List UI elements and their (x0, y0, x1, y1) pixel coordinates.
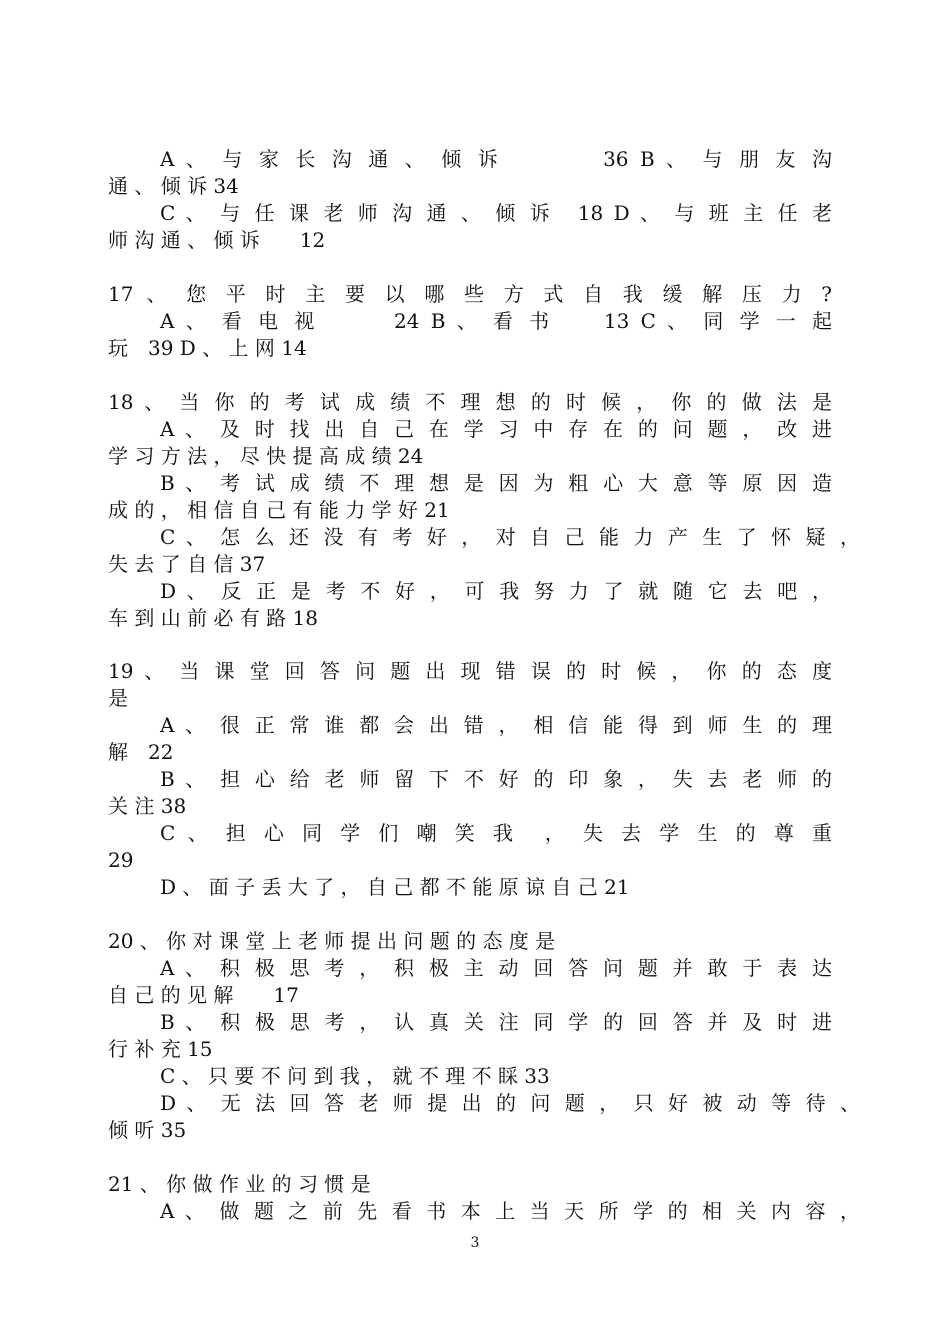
q20-option-a: A 、 积 极 思 考 ， 积 极 主 动 回 答 问 题 并 敢 于 表 达 (160, 956, 832, 980)
q19-option-c-cont: 29 (108, 848, 134, 872)
q17-options-cont: 玩 39 D 、 上 网 14 (108, 336, 307, 360)
page-number: 3 (470, 1235, 480, 1251)
q18-option-a-cont: 学 习 方 法 ， 尽 快 提 高 成 绩 24 (108, 444, 424, 468)
q18-option-d: D 、 反 正 是 考 不 好 ， 可 我 努 力 了 就 随 它 去 吧 ， (160, 579, 832, 603)
q18-option-a: A 、 及 时 找 出 自 己 在 学 习 中 存 在 的 问 题 ， 改 进 (160, 417, 832, 441)
q18-option-b-cont: 成 的 ， 相 信 自 己 有 能 力 学 好 21 (108, 498, 450, 522)
q18-option-c-cont: 失 去 了 自 信 37 (108, 552, 266, 576)
q18-option-d-cont: 车 到 山 前 必 有 路 18 (108, 606, 318, 630)
q19-option-c: C 、 担 心 同 学 们 嘲 笑 我 ， 失 去 学 生 的 尊 重 (160, 821, 832, 845)
q16-option-a-b-line: A 、 与 家 长 沟 通 、 倾 诉 36 B 、 与 朋 友 沟 (160, 147, 832, 171)
q18-option-c: C 、 怎 么 还 没 有 考 好 ， 对 自 己 能 力 产 生 了 怀 疑 ， (160, 525, 860, 549)
q18-option-b: B 、 考 试 成 绩 不 理 想 是 因 为 粗 心 大 意 等 原 因 造 (160, 471, 832, 495)
q21-option-a: A 、 做 题 之 前 先 看 书 本 上 当 天 所 学 的 相 关 内 容 ， (160, 1199, 860, 1223)
q19-option-a-cont: 解 22 (108, 740, 174, 764)
q17-title: 17 、 您 平 时 主 要 以 哪 些 方 式 自 我 缓 解 压 力 ? (108, 282, 832, 306)
q20-option-a-cont: 自 己 的 见 解 17 (108, 983, 299, 1007)
q16-option-d-cont: 师 沟 通 、 倾 诉 12 (108, 228, 326, 252)
q16-option-b-cont: 通 、 倾 诉 34 (108, 174, 239, 198)
q19-option-b: B 、 担 心 给 老 师 留 下 不 好 的 印 象 ， 失 去 老 师 的 (160, 767, 832, 791)
q20-option-b: B 、 积 极 思 考 ， 认 真 关 注 同 学 的 回 答 并 及 时 进 (160, 1010, 832, 1034)
q21-title: 21 、 你 做 作 业 的 习 惯 是 (108, 1172, 371, 1196)
q17-options-line: A 、 看 电 视 24 B 、 看 书 13 C 、 同 学 一 起 (160, 309, 832, 333)
q16-option-c-d-line: C 、 与 任 课 老 师 沟 通 、 倾 诉 18 D 、 与 班 主 任 老 (160, 201, 832, 225)
q19-option-a: A 、 很 正 常 谁 都 会 出 错 ， 相 信 能 得 到 师 生 的 理 (160, 713, 832, 737)
q19-title-cont: 是 (108, 686, 128, 710)
q20-option-d: D 、 无 法 回 答 老 师 提 出 的 问 题 ， 只 好 被 动 等 待 、 (160, 1091, 860, 1115)
q20-title: 20 、 你 对 课 堂 上 老 师 提 出 问 题 的 态 度 是 (108, 929, 556, 953)
q18-title: 18 、 当 你 的 考 试 成 绩 不 理 想 的 时 候 ， 你 的 做 法 是 (108, 390, 832, 414)
q20-option-c: C 、 只 要 不 问 到 我 ， 就 不 理 不 睬 33 (160, 1064, 550, 1088)
q19-option-d: D 、 面 子 丢 大 了 ， 自 己 都 不 能 原 谅 自 己 21 (160, 875, 630, 899)
q20-option-d-cont: 倾 听 35 (108, 1118, 187, 1142)
q19-title: 19 、 当 课 堂 回 答 问 题 出 现 错 误 的 时 候 ， 你 的 态 度 (108, 659, 832, 683)
q19-option-b-cont: 关 注 38 (108, 794, 187, 818)
q20-option-b-cont: 行 补 充 15 (108, 1037, 213, 1061)
